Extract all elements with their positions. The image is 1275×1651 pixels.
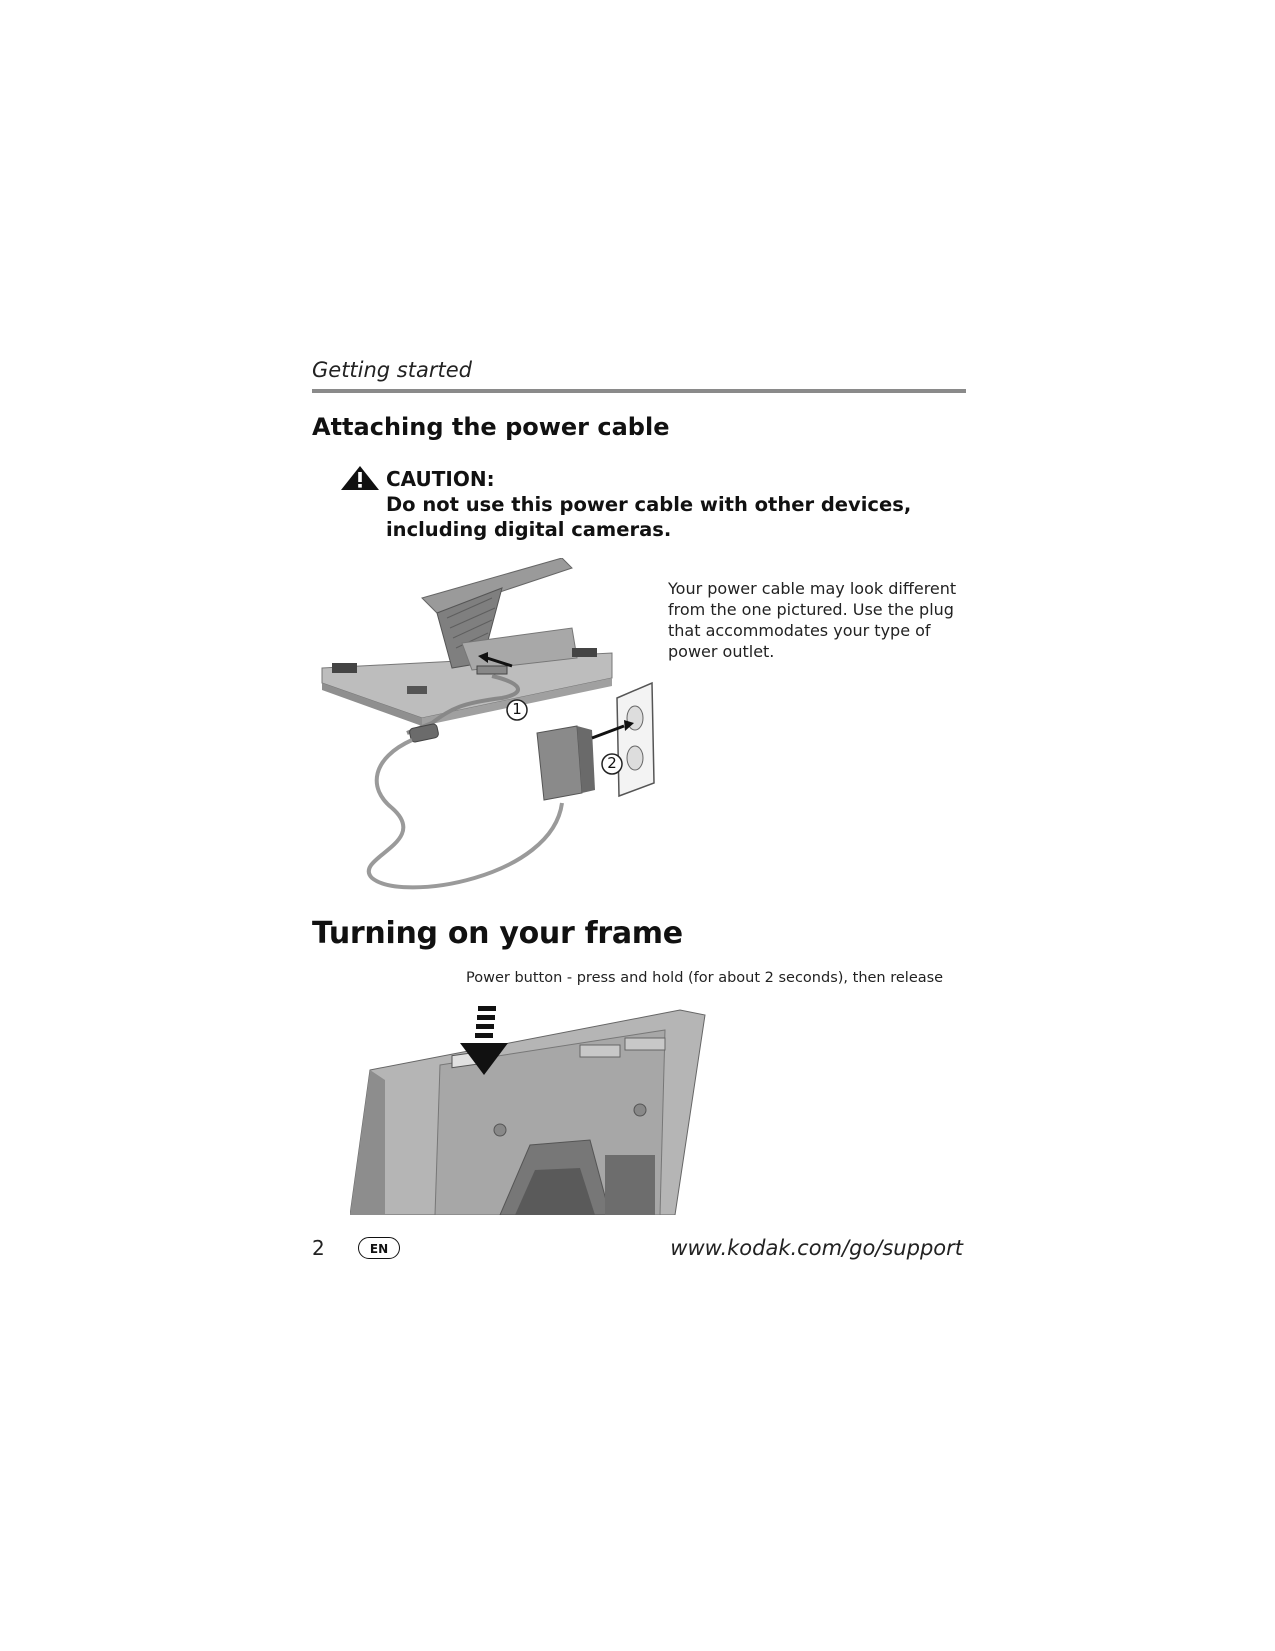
warning-triangle-icon: [340, 465, 380, 491]
caution-title: CAUTION:: [386, 467, 495, 491]
support-url[interactable]: www.kodak.com/go/support: [670, 1236, 963, 1260]
power-button-caption: Power button - press and hold (for about 2 seconds), then release: [466, 970, 944, 986]
callout-1: 1: [512, 700, 522, 718]
caution-text: Do not use this power cable with other devices, including digital cameras.: [386, 493, 912, 541]
power-cable-note: Your power cable may look different from the one pictured. Use the plug that accommodates your type of power outlet.: [668, 579, 957, 661]
section-label: Getting started: [312, 358, 472, 382]
header-rule: [312, 389, 966, 393]
power-cable-illustration: [312, 558, 692, 908]
heading-turning-on-frame: Turning on your frame: [312, 916, 683, 951]
callout-2: 2: [607, 754, 617, 772]
page-number: 2: [312, 1236, 325, 1260]
heading-attaching-power-cable: Attaching the power cable: [312, 413, 670, 441]
power-button-illustration: [350, 1000, 730, 1215]
language-badge: EN: [358, 1237, 400, 1259]
